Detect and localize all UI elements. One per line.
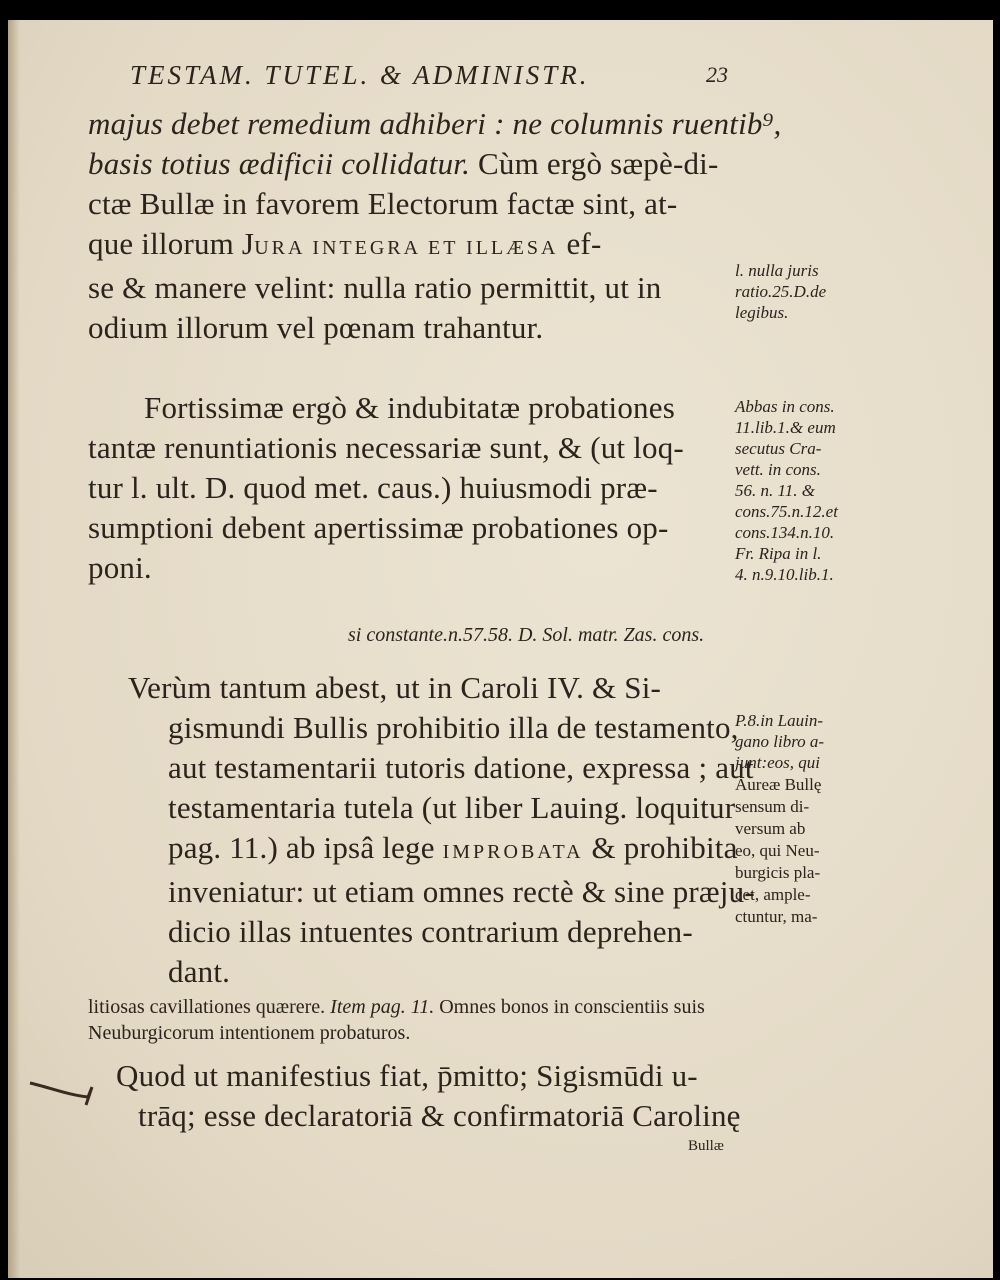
text-line: cons.134.n.10. (735, 523, 835, 542)
text-line: versum ab (735, 819, 806, 838)
text-run: ctæ Bullæ in favorem Electorum factæ sint, at- (88, 186, 678, 221)
text-run: majus debet remedium adhiberi : ne columnis ruentib⁹, (88, 106, 782, 141)
text-run: tantæ renuntiationis necessariæ sunt, & (ut loq- (88, 430, 684, 465)
text-run: Verùm tantum abest, ut in Caroli IV. & Si- (128, 670, 662, 705)
text-line: junt:eos, qui (735, 753, 820, 772)
book-page (8, 20, 993, 1278)
text-run: litiosas cavillationes quærere. (88, 996, 331, 1018)
text-run: ef- (558, 226, 602, 261)
text-line (88, 268, 782, 308)
paragraph-2 (88, 388, 684, 588)
text-line (88, 144, 782, 184)
text-run: Omnes bonos in conscientiis suis (434, 996, 705, 1018)
text-run: gismundi Bullis prohibitio illa de testamento, (168, 710, 739, 745)
text-line: Aureæ Bullę (735, 775, 822, 794)
text-line (88, 1020, 705, 1046)
text-line: vett. in cons. (735, 460, 821, 479)
text-line (168, 912, 755, 952)
text-run: dant. (168, 954, 231, 989)
text-line: 56. n. 11. & (735, 481, 815, 500)
page-number: 23 (706, 62, 728, 87)
text-run: que illorum J (88, 226, 255, 261)
text-line (168, 708, 755, 748)
text-line (88, 994, 705, 1020)
margin-note-3-roman (735, 774, 821, 928)
text-line: secutus Cra- (735, 439, 822, 458)
text-line (168, 952, 755, 992)
text-run: Fortissimæ ergò & indubitatæ probationes (144, 390, 675, 425)
paragraph-3 (128, 668, 755, 992)
text-line (88, 184, 782, 224)
paragraph-1 (88, 104, 782, 348)
text-run: tur l. ult. D. quod met. caus.) huiusmodi præ- (88, 470, 658, 505)
text-line: Abbas in cons. (735, 397, 835, 416)
text-line: cons.75.n.12.et (735, 502, 838, 521)
text-line (168, 872, 755, 912)
text-line (88, 428, 684, 468)
paragraph-2-tail: si constante.n.57.58. D. Sol. matr. Zas. cons. (348, 624, 705, 646)
text-line (168, 828, 755, 872)
pen-mark-decoration (28, 1075, 100, 1107)
text-line: eo, qui Neu- (735, 841, 820, 860)
text-line (168, 788, 755, 828)
text-line: ctuntur, ma- (735, 907, 818, 926)
text-line: l. nulla juris (735, 261, 819, 280)
text-line (88, 224, 782, 268)
text-run: inveniatur: ut etiam omnes rectè & sine præju- (168, 874, 755, 909)
text-run: Item pag. 11. (330, 996, 435, 1018)
text-run: testamentaria tutela (ut liber Lauing. loquitur (168, 790, 736, 825)
text-line: 4. n.9.10.lib.1. (735, 565, 834, 584)
running-title: TESTAM. TUTEL. & ADMINISTR. (130, 60, 590, 90)
text-run: aut testamentarii tutoris datione, expressa ; aut (168, 750, 754, 785)
catchword: Bullæ (688, 1138, 724, 1154)
text-run: Cùm ergò sæpè-di- (470, 146, 719, 181)
text-run: basis totius ædificii collidatur. (88, 146, 471, 181)
text-line (88, 308, 782, 348)
text-run: & prohibita (583, 830, 738, 865)
text-line (168, 748, 755, 788)
text-run: sumptioni debent apertissimæ probationes op- (88, 510, 669, 545)
text-run: Quod ut manifestius fiat, p̄mitto; Sigismūdi u- (116, 1058, 698, 1093)
text-line (144, 388, 684, 428)
text-line (88, 548, 684, 588)
text-line: legibus. (735, 303, 789, 322)
text-line (88, 104, 782, 144)
footnote-block (88, 994, 705, 1046)
text-line: P.8.in Lauin- (735, 711, 824, 730)
text-line: sensum di- (735, 797, 810, 816)
text-run: dicio illas intuentes contrarium deprehen- (168, 914, 693, 949)
text-line: 11.lib.1.& eum (735, 418, 836, 437)
text-run: se & manere velint: nulla ratio permittit, ut in (88, 270, 662, 305)
text-line: burgicis pla- (735, 863, 821, 882)
text-run: pag. 11.) ab ipsâ lege (168, 830, 443, 865)
margin-note-2 (735, 396, 838, 585)
text-line (138, 1096, 741, 1136)
text-line: Fr. Ripa in l. (735, 544, 822, 563)
text-run: poni. (88, 550, 152, 585)
text-line (128, 668, 755, 708)
text-run: URA INTEGRA ET ILLÆSA (254, 237, 559, 259)
text-line: cet, ample- (735, 885, 811, 904)
text-run: IMPROBATA (442, 841, 584, 863)
text-line: gano libro a- (735, 732, 825, 751)
text-run: trāq; esse declaratoriā & confirmatoriā Carolinę (138, 1098, 741, 1133)
margin-note-1 (735, 260, 826, 323)
text-line: ratio.25.D.de (735, 282, 827, 301)
text-line (116, 1056, 741, 1096)
text-run: odium illorum vel pœnam trahantur. (88, 310, 544, 345)
paragraph-4 (116, 1056, 741, 1136)
margin-note-3-italic (735, 710, 824, 773)
text-line (88, 468, 684, 508)
text-run: Neuburgicorum intentionem probaturos. (88, 1022, 411, 1044)
text-line (88, 508, 684, 548)
